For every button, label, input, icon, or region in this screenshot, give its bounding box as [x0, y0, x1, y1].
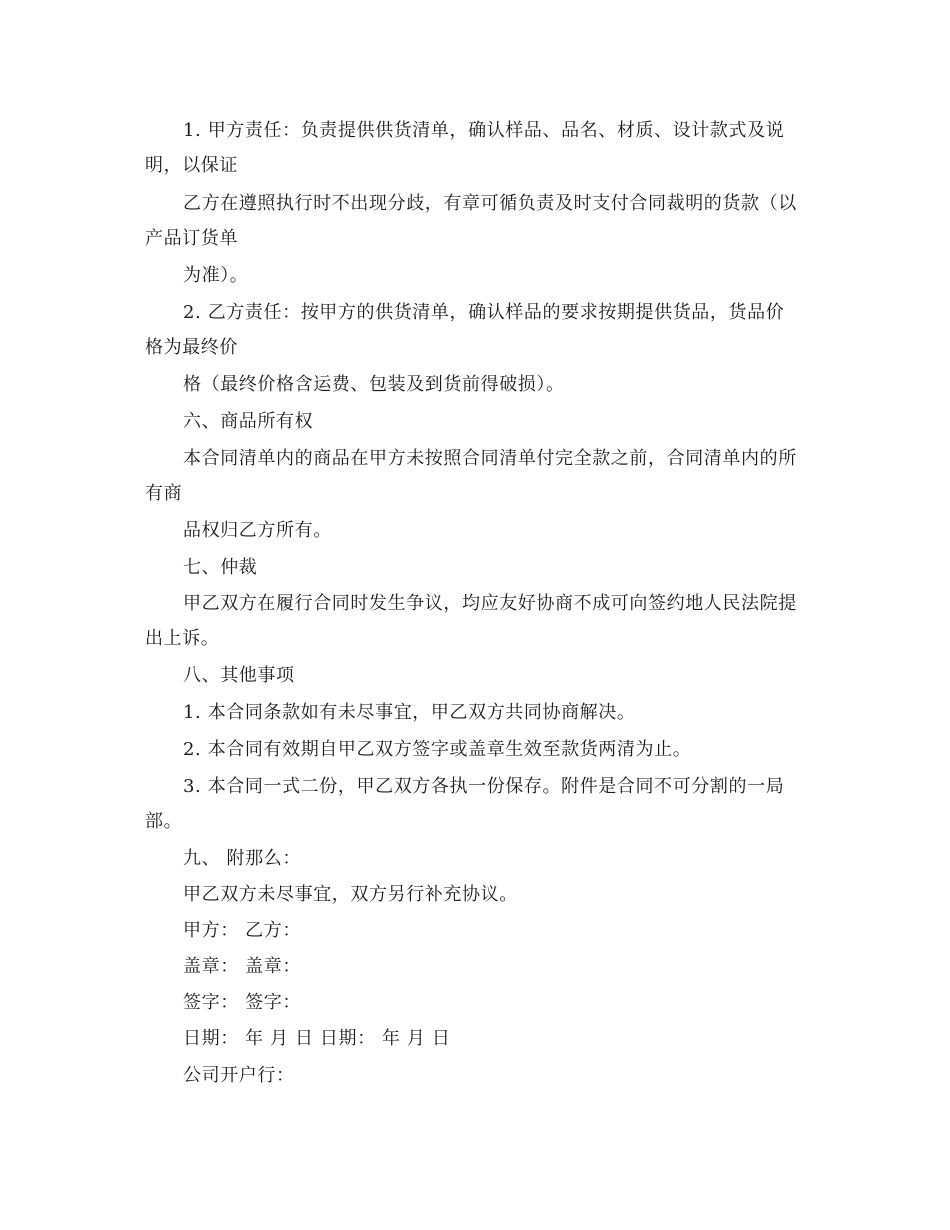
list-item: 1. 本合同条款如有未尽事宜，甲乙双方共同协商解决。: [183, 702, 636, 723]
text-line: 甲乙双方在履行合同时发生争议，均应友好协商不成可向签约地人民法院提: [183, 593, 797, 614]
text-line: 部。: [145, 811, 183, 832]
text-line: 本合同清单内的商品在甲方未按照合同清单付完全款之前，合同清单内的所: [183, 448, 797, 469]
text-line: 格为最终价: [145, 337, 238, 358]
signature-parties: 甲方： 乙方：: [183, 920, 301, 941]
signature-seal: 盖章： 盖章：: [183, 956, 301, 977]
text-line: 有商: [145, 483, 183, 504]
section-heading-arbitration: 七、仲裁: [183, 557, 258, 578]
section-heading-ownership: 六、商品所有权: [183, 411, 314, 432]
signature-date: 日期： 年 月 日 日期： 年 月 日: [183, 1028, 451, 1049]
bank-account-line: 公司开户行：: [183, 1065, 295, 1086]
section-heading-appendix: 九、 附那么：: [183, 848, 301, 869]
list-item: 3. 本合同一式二份，甲乙双方各执一份保存。附件是合同不可分割的一局: [183, 776, 785, 797]
text-line: 产品订货单: [145, 228, 238, 249]
list-item: 2. 本合同有效期自甲乙双方签字或盖章生效至款货两清为止。: [183, 739, 692, 760]
text-line: 为准）。: [183, 265, 249, 286]
text-line: 格（最终价格含运费、包装及到货前得破损）。: [183, 374, 565, 395]
text-line: 出上诉。: [145, 628, 220, 649]
text-line: 明，以保证: [145, 155, 238, 176]
signature-sign: 签字： 签字：: [183, 992, 301, 1013]
clause-party-a-responsibility: 1. 甲方责任：负责提供供货清单，确认样品、品名、材质、设计款式及说: [183, 120, 785, 141]
text-line: 品权归乙方所有。: [183, 520, 332, 541]
text-line: 甲乙双方未尽事宜，双方另行补充协议。: [183, 884, 518, 905]
text-line: 乙方在遵照执行时不出现分歧，有章可循负责及时支付合同裁明的货款（以: [183, 193, 797, 214]
clause-party-b-responsibility: 2. 乙方责任：按甲方的供货清单，确认样品的要求按期提供货品，货品价: [183, 302, 785, 323]
section-heading-other-matters: 八、其他事项: [183, 665, 295, 686]
